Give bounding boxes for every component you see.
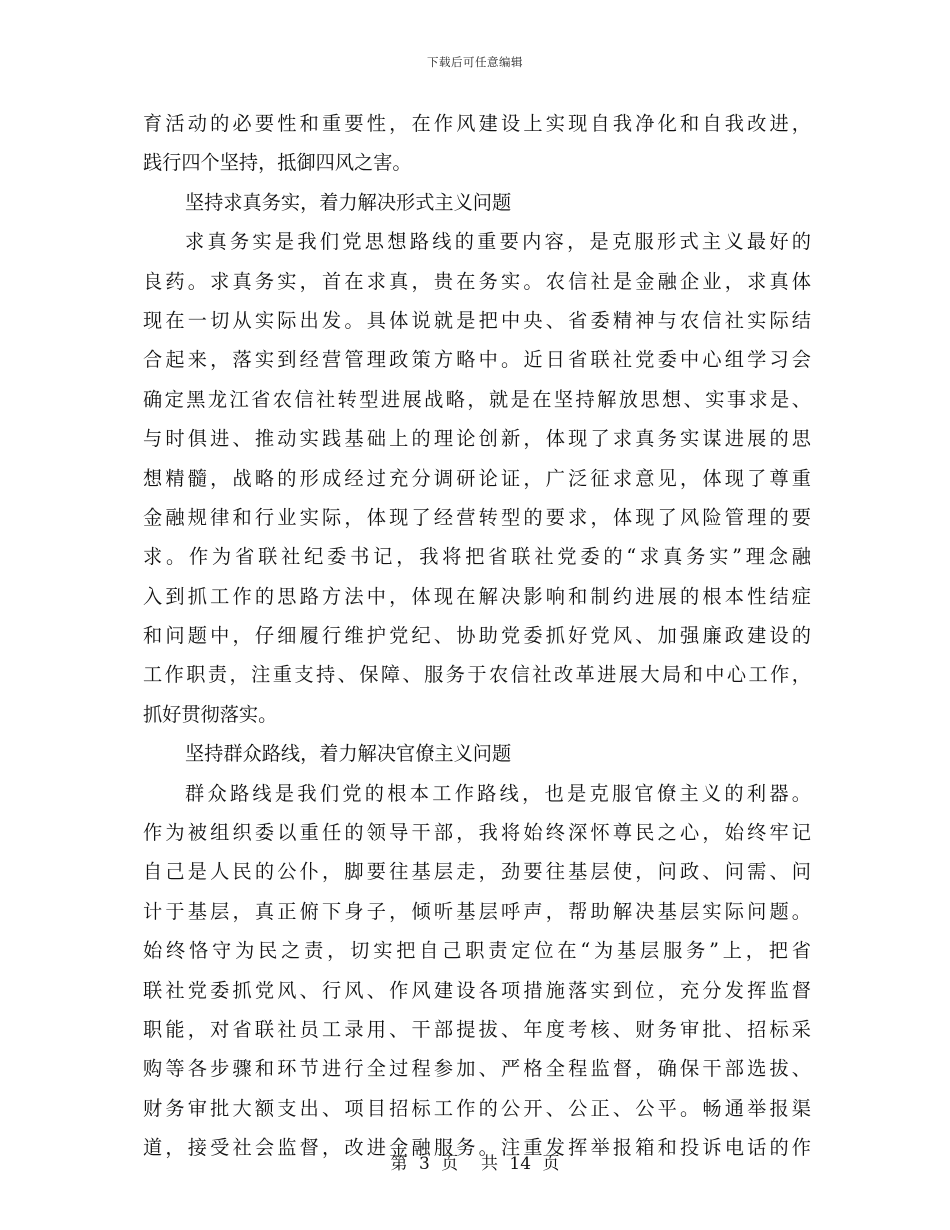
text-line: 购等各步骤和环节进行全过程参加、严格全程监督，确保干部选拔、: [143, 1057, 811, 1081]
text-line: 职能，对省联社员工录用、干部提拔、年度考核、财务审批、招标采: [143, 1017, 811, 1041]
text-line: 合起来，落实到经营管理政策方略中。近日省联社党委中心组学习会: [143, 348, 811, 372]
text-line: 联社党委抓党风、行风、作风建设各项措施落实到位，充分发挥监督: [143, 978, 811, 1002]
section-heading: 坚持求真务实，着力解决形式主义问题: [185, 190, 512, 214]
body-text: [143, 104, 811, 1168]
page-label-suffix: 页: [542, 1154, 560, 1174]
text-line: 现在一切从实际出发。具体说就是把中央、省委精神与农信社实际结: [143, 308, 811, 332]
text-line: 践行四个坚持，抵御四风之害。: [143, 151, 412, 175]
page-label-prefix: 第: [390, 1154, 408, 1174]
text-line: 与时俱进、推动实践基础上的理论创新，体现了求真务实谋进展的思: [143, 427, 811, 451]
text-line: 抓好贯彻落实。: [143, 702, 278, 726]
text-line: 群众路线是我们党的根本工作路线，也是克服官僚主义的利器。: [185, 781, 811, 805]
text-line: 良药。求真务实，首在求真，贵在务实。农信社是金融企业，求真体: [143, 269, 811, 293]
text-line: 工作职责，注重支持、保障、服务于农信社改革进展大局和中心工作，: [143, 663, 811, 687]
text-line: 金融规律和行业实际，体现了经营转型的要求，体现了风险管理的要: [143, 505, 811, 529]
text-line: 自己是人民的公仆，脚要往基层走，劲要往基层使，问政、问需、问: [143, 860, 811, 884]
text-line: 确定黑龙江省农信社转型进展战略，就是在坚持解放思想、实事求是、: [143, 387, 811, 411]
page-label-middle: 页 共: [441, 1154, 498, 1174]
section-heading: 坚持群众路线，着力解决官僚主义问题: [185, 742, 512, 766]
text-line: 作为被组织委以重任的领导干部，我将始终深怀尊民之心，始终牢记: [143, 821, 811, 845]
text-line: 和问题中，仔细履行维护党纪、协助党委抓好党风、加强廉政建设的: [143, 624, 811, 648]
text-line: 求。作为省联社纪委书记，我将把省联社党委的“求真务实”理念融: [143, 545, 811, 569]
page-header-note: 下载后可任意编辑: [427, 55, 523, 69]
text-line: 想精髓，战略的形成经过充分调研论证，广泛征求意见，体现了尊重: [143, 466, 811, 490]
total-pages-number: 14: [509, 1154, 532, 1174]
text-line: 道，接受社会监督，改进金融服务。注重发挥举报箱和投诉电话的作: [143, 1136, 811, 1160]
text-line: 育活动的必要性和重要性，在作风建设上实现自我净化和自我改进，: [143, 112, 811, 135]
text-line: 求真务实是我们党思想路线的重要内容，是克服形式主义最好的: [185, 230, 811, 254]
text-line: 计于基层，真正俯下身子，倾听基层呼声，帮助解决基层实际问题。: [143, 899, 811, 923]
text-line: 始终恪守为民之责，切实把自己职责定位在“为基层服务”上，把省: [143, 939, 811, 963]
current-page-number: 3: [418, 1154, 430, 1174]
text-line: 入到抓工作的思路方法中，体现在解决影响和制约进展的根本性结症: [143, 584, 811, 608]
text-line: 财务审批大额支出、项目招标工作的公开、公正、公平。畅通举报渠: [143, 1096, 811, 1120]
page-number-footer: [0, 1152, 950, 1176]
